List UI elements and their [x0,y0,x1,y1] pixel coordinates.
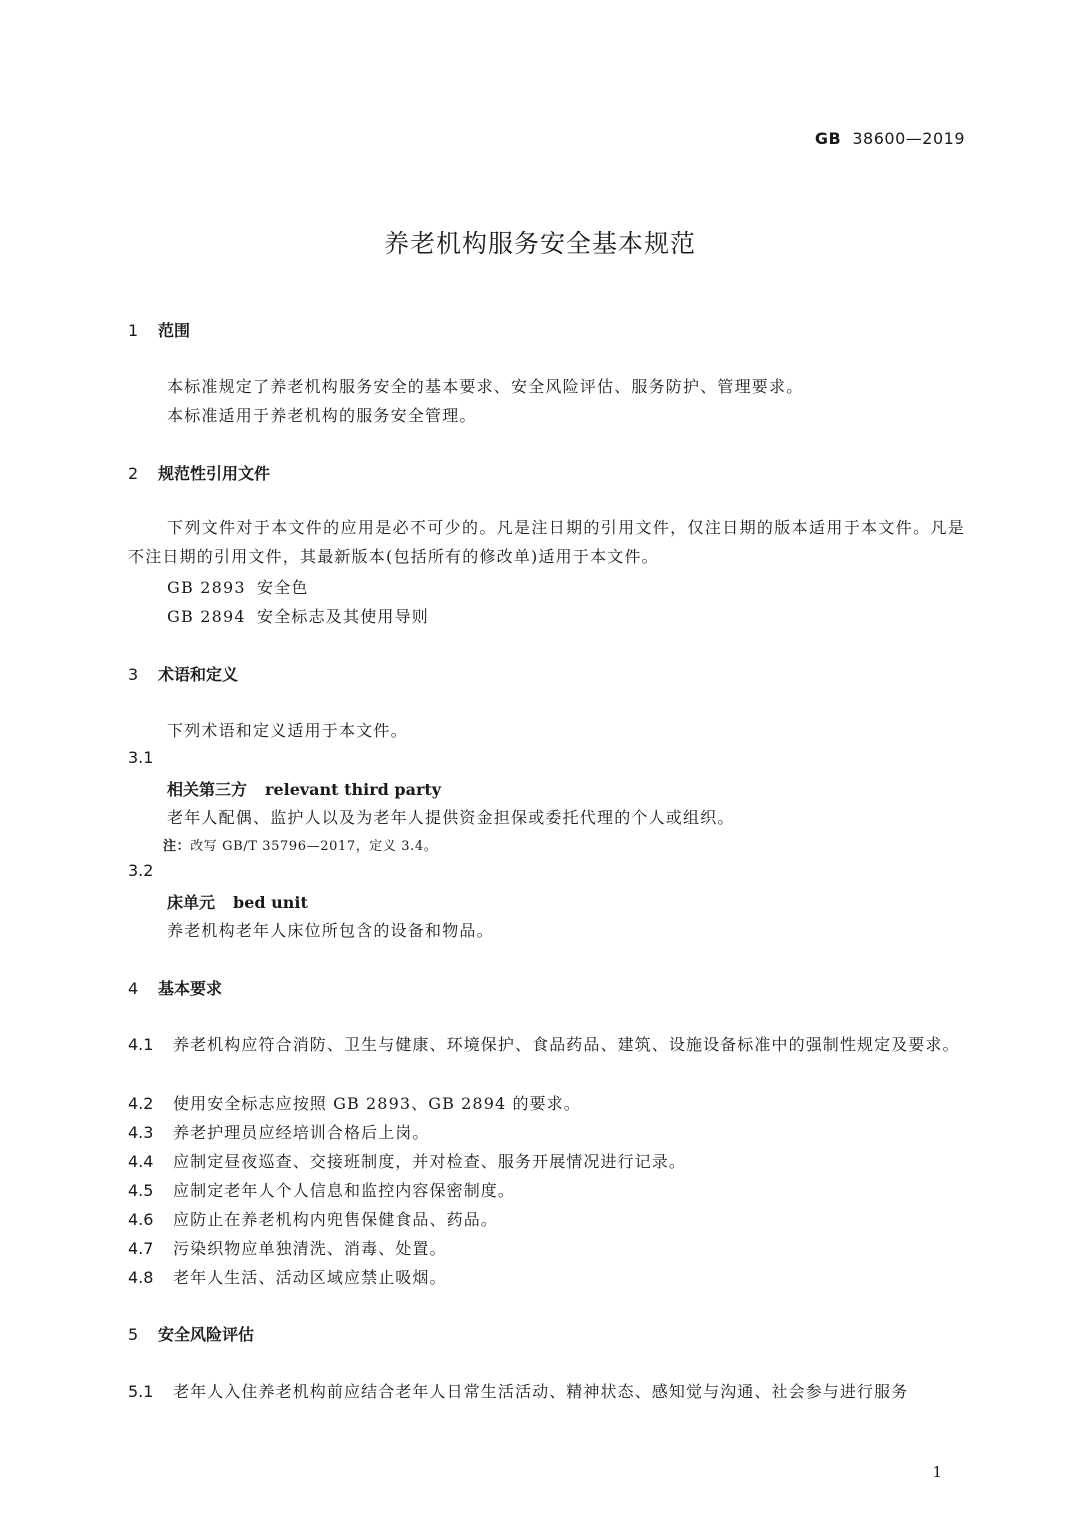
section-2-heading: 2 规范性引用文件 [128,464,271,483]
term-number: 3.2 [128,861,154,880]
requirement-item: 4.2 使用安全标志应按照 GB 2893、GB 2894 的要求。 [128,1094,581,1113]
reference-item: GB 2894 安全标志及其使用导则 [167,607,430,626]
section-3-heading: 3 术语和定义 [128,665,239,684]
term-heading: 相关第三方 relevant third party [167,780,442,799]
page-number: 1 [932,1463,942,1481]
standard-number: GB 38600—2019 [814,129,965,148]
section-1-heading: 1 范围 [128,321,191,340]
requirement-item: 4.6 应防止在养老机构内兜售保健食品、药品。 [128,1210,498,1229]
document-title: 养老机构服务安全基本规范 [383,229,696,258]
requirement-item: 4.4 应制定昼夜巡查、交接班制度，并对检查、服务开展情况进行记录。 [128,1152,687,1171]
paragraph: 本标准适用于养老机构的服务安全管理。 [167,406,477,425]
paragraph: 下列文件对于本文件的应用是必不可少的。凡是注日期的引用文件，仅注日期的版本适用于本文件。凡是不注日期的引用文件，其最新版本(包括所有的修改单)适用于本文件。 [128,518,965,566]
paragraph: 本标准规定了养老机构服务安全的基本要求、安全风险评估、服务防护、管理要求。 [167,377,804,396]
term-definition: 老年人配偶、监护人以及为老年人提供资金担保或委托代理的个人或组织。 [167,808,735,827]
term-note: 注：改写 GB/T 35796—2017，定义 3.4。 [163,839,438,854]
requirement-item: 4.7 污染织物应单独清洗、消毒、处置。 [128,1239,447,1258]
section-4-heading: 4 基本要求 [128,979,223,998]
section-5-heading: 5 安全风险评估 [128,1325,255,1344]
paragraph: 下列术语和定义适用于本文件。 [167,721,408,740]
requirement-item: 4.8 老年人生活、活动区域应禁止吸烟。 [128,1268,447,1287]
requirement-item: 5.1 老年人入住养老机构前应结合老年人日常生活活动、精神状态、感知觉与沟通、社会参与进行服务 [128,1382,909,1401]
reference-item: GB 2893 安全色 [167,578,309,597]
requirement-item: 4.5 应制定老年人个人信息和监控内容保密制度。 [128,1181,516,1200]
term-definition: 养老机构老年人床位所包含的设备和物品。 [167,921,494,940]
term-heading: 床单元 bed unit [167,893,308,912]
requirement-item: 4.3 养老护理员应经培训合格后上岗。 [128,1123,430,1142]
requirement-item: 4.1 养老机构应符合消防、卫生与健康、环境保护、食品药品、建筑、设施设备标准中的强制性规定及要求。 [128,1035,960,1054]
term-number: 3.1 [128,748,154,767]
